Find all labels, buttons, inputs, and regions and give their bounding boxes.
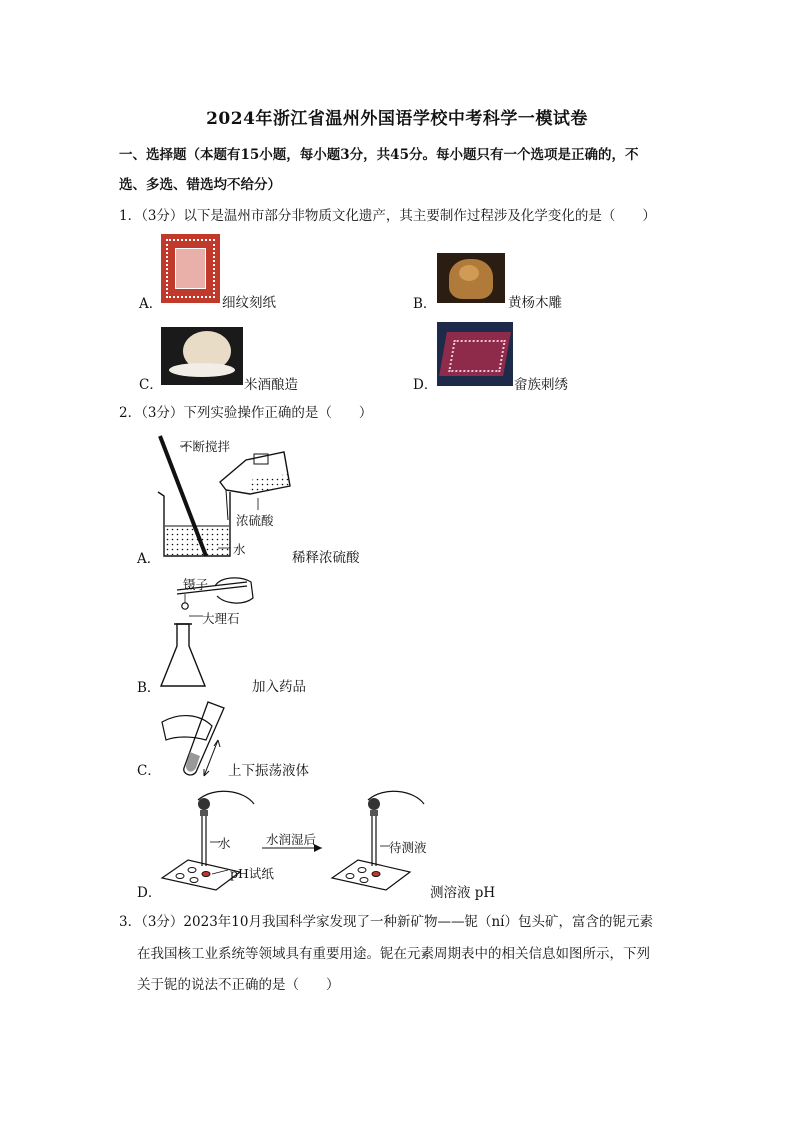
add-solid-diagram <box>155 576 265 692</box>
q1-option-d-letter: D． <box>413 377 438 393</box>
q1-option-b-text: 黄杨木雕 <box>508 295 562 311</box>
q1-option-a-letter: A． <box>139 296 163 312</box>
wood-carving-image <box>437 253 505 303</box>
q2-option-c-text: 上下振荡液体 <box>228 763 309 779</box>
paper-cut-image <box>161 234 220 303</box>
q3-line2: 在我国核工业系统等领域具有重要用途。铌在元素周期表中的相关信息如图所示，下列 <box>137 946 650 962</box>
q1-option-c-letter: C． <box>139 377 163 393</box>
label-marble: 大理石 <box>202 611 240 626</box>
section-heading-line1: 一、选择题（本题有15小题，每小题3分，共45分。每小题只有一个选项是正确的，不 <box>119 147 639 163</box>
label-ph-water: 水 <box>218 836 231 851</box>
q2-stem: 2．（3分）下列实验操作正确的是（ ） <box>119 405 373 421</box>
label-water: 水 <box>233 542 246 557</box>
embroidery-image <box>437 322 513 386</box>
q1-stem: 1．（3分）以下是温州市部分非物质文化遗产，其主要制作过程涉及化学变化的是（ ） <box>119 208 656 224</box>
q1-option-c-text: 米酒酿造 <box>244 377 298 393</box>
q2-option-a-text: 稀释浓硫酸 <box>292 550 360 566</box>
q1-option-a-text: 细纹刻纸 <box>222 295 276 311</box>
rice-wine-image <box>161 327 243 385</box>
q1-option-d-text: 畲族刺绣 <box>514 377 568 393</box>
q1-option-b-letter: B． <box>413 296 437 312</box>
label-conc-acid: 浓硫酸 <box>236 513 274 528</box>
label-wet-after: 水润湿后 <box>266 832 317 847</box>
q2-option-b-letter: B． <box>137 680 161 696</box>
q3-line1: 3．（3分）2023年10月我国科学家发现了一种新矿物——铌（ní）包头矿，富含的铌元素 <box>119 914 653 930</box>
q2-option-a-letter: A． <box>137 551 161 567</box>
label-test-liquid: 待测液 <box>389 840 427 855</box>
q2-option-c-letter: C． <box>137 763 161 779</box>
exam-title: 2024年浙江省温州外国语学校中考科学一模试卷 <box>206 109 588 129</box>
label-stir: 不断搅拌 <box>180 439 231 454</box>
label-ph-paper: pH试纸 <box>230 866 274 881</box>
label-tweezers: 镊子 <box>183 577 209 592</box>
q2-option-b-text: 加入药品 <box>252 679 306 695</box>
q3-line3: 关于铌的说法不正确的是（ ） <box>137 977 340 993</box>
q2-option-d-letter: D． <box>137 885 162 901</box>
section-heading-line2: 选、多选、错选均不给分） <box>119 177 281 193</box>
q2-option-d-text: 测溶液 pH <box>430 885 496 901</box>
